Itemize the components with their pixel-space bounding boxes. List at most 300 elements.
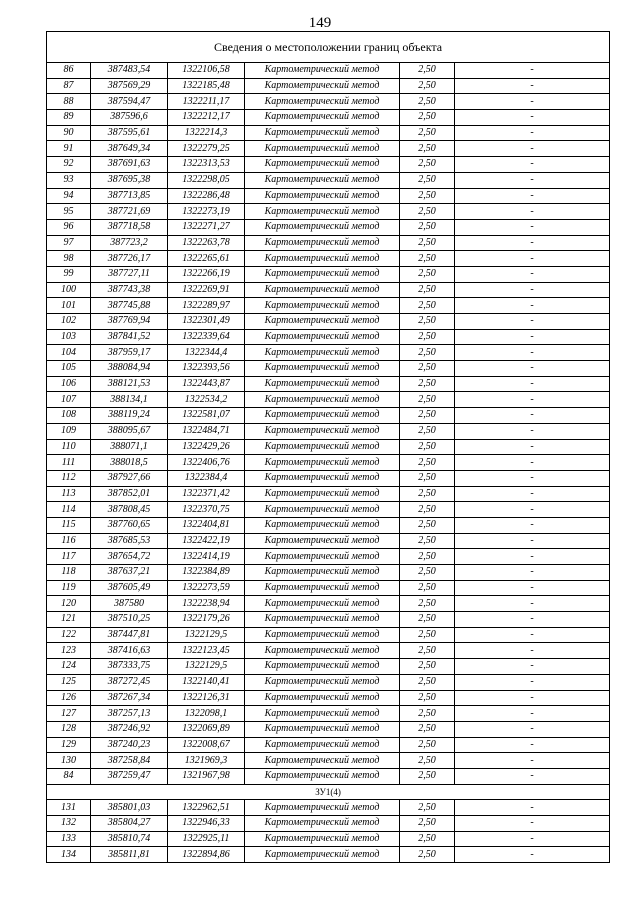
accuracy-cell: 2,50: [400, 737, 455, 753]
accuracy-cell: 2,50: [400, 376, 455, 392]
description-cell: -: [455, 94, 610, 110]
accuracy-cell: 2,50: [400, 706, 455, 722]
y-coordinate-cell: 1322129,5: [168, 627, 245, 643]
x-coordinate-cell: 388018,5: [91, 455, 168, 471]
x-coordinate-cell: 387596,6: [91, 110, 168, 126]
x-coordinate-cell: 385810,74: [91, 831, 168, 847]
x-coordinate-cell: 387769,94: [91, 314, 168, 330]
x-coordinate-cell: 387258,84: [91, 753, 168, 769]
method-cell: Картометрический метод: [245, 423, 400, 439]
table-title-row: [47, 32, 610, 63]
table-row: [47, 831, 610, 847]
method-cell: Картометрический метод: [245, 690, 400, 706]
table-row: [47, 251, 610, 267]
table-row: [47, 643, 610, 659]
point-number-cell: 127: [47, 706, 91, 722]
accuracy-cell: 2,50: [400, 580, 455, 596]
method-cell: Картометрический метод: [245, 721, 400, 737]
description-cell: -: [455, 63, 610, 79]
y-coordinate-cell: 1322238,94: [168, 596, 245, 612]
y-coordinate-cell: 1322289,97: [168, 298, 245, 314]
point-number-cell: 111: [47, 455, 91, 471]
x-coordinate-cell: 387713,85: [91, 188, 168, 204]
description-cell: -: [455, 439, 610, 455]
description-cell: -: [455, 768, 610, 784]
accuracy-cell: 2,50: [400, 517, 455, 533]
method-cell: Картометрический метод: [245, 533, 400, 549]
method-cell: Картометрический метод: [245, 188, 400, 204]
accuracy-cell: 2,50: [400, 643, 455, 659]
y-coordinate-cell: 1322129,5: [168, 659, 245, 675]
point-number-cell: 110: [47, 439, 91, 455]
description-cell: -: [455, 659, 610, 675]
point-number-cell: 87: [47, 78, 91, 94]
description-cell: -: [455, 172, 610, 188]
y-coordinate-cell: 1322406,76: [168, 455, 245, 471]
method-cell: Картометрический метод: [245, 580, 400, 596]
description-cell: -: [455, 706, 610, 722]
table-row: [47, 94, 610, 110]
x-coordinate-cell: 385811,81: [91, 847, 168, 863]
table-row: [47, 376, 610, 392]
table-row: [47, 706, 610, 722]
y-coordinate-cell: 1322581,07: [168, 408, 245, 424]
y-coordinate-cell: 1322265,61: [168, 251, 245, 267]
accuracy-cell: 2,50: [400, 847, 455, 863]
point-number-cell: 130: [47, 753, 91, 769]
x-coordinate-cell: 387745,88: [91, 298, 168, 314]
point-number-cell: 131: [47, 800, 91, 816]
table-row: [47, 408, 610, 424]
method-cell: Картометрический метод: [245, 314, 400, 330]
point-number-cell: 126: [47, 690, 91, 706]
x-coordinate-cell: 388095,67: [91, 423, 168, 439]
accuracy-cell: 2,50: [400, 314, 455, 330]
point-number-cell: 128: [47, 721, 91, 737]
x-coordinate-cell: 387510,25: [91, 612, 168, 628]
section-row: [47, 784, 610, 800]
table-row: [47, 690, 610, 706]
x-coordinate-cell: 387267,34: [91, 690, 168, 706]
description-cell: -: [455, 737, 610, 753]
table-row: [47, 141, 610, 157]
point-number-cell: 103: [47, 329, 91, 345]
point-number-cell: 99: [47, 266, 91, 282]
y-coordinate-cell: 1322429,26: [168, 439, 245, 455]
y-coordinate-cell: 1322301,49: [168, 314, 245, 330]
description-cell: -: [455, 596, 610, 612]
description-cell: -: [455, 408, 610, 424]
description-cell: -: [455, 800, 610, 816]
y-coordinate-cell: 1322414,19: [168, 549, 245, 565]
accuracy-cell: 2,50: [400, 486, 455, 502]
y-coordinate-cell: 1322384,89: [168, 565, 245, 581]
y-coordinate-cell: 1322286,48: [168, 188, 245, 204]
table-row: [47, 612, 610, 628]
description-cell: -: [455, 816, 610, 832]
accuracy-cell: 2,50: [400, 659, 455, 675]
method-cell: Картометрический метод: [245, 674, 400, 690]
x-coordinate-cell: 387726,17: [91, 251, 168, 267]
table-row: [47, 533, 610, 549]
y-coordinate-cell: 1321967,98: [168, 768, 245, 784]
method-cell: Картометрический метод: [245, 486, 400, 502]
table-row: [47, 580, 610, 596]
method-cell: Картометрический метод: [245, 549, 400, 565]
x-coordinate-cell: 387723,2: [91, 235, 168, 251]
y-coordinate-cell: 1322404,81: [168, 517, 245, 533]
y-coordinate-cell: 1322123,45: [168, 643, 245, 659]
description-cell: -: [455, 831, 610, 847]
method-cell: Картометрический метод: [245, 612, 400, 628]
point-number-cell: 113: [47, 486, 91, 502]
description-cell: -: [455, 486, 610, 502]
method-cell: Картометрический метод: [245, 831, 400, 847]
point-number-cell: 115: [47, 517, 91, 533]
accuracy-cell: 2,50: [400, 361, 455, 377]
accuracy-cell: 2,50: [400, 298, 455, 314]
point-number-cell: 106: [47, 376, 91, 392]
table-row: [47, 78, 610, 94]
description-cell: -: [455, 580, 610, 596]
description-cell: -: [455, 282, 610, 298]
table-row: [47, 502, 610, 518]
y-coordinate-cell: 1322106,58: [168, 63, 245, 79]
x-coordinate-cell: 387743,38: [91, 282, 168, 298]
point-number-cell: 92: [47, 157, 91, 173]
accuracy-cell: 2,50: [400, 768, 455, 784]
point-number-cell: 96: [47, 219, 91, 235]
x-coordinate-cell: 387416,63: [91, 643, 168, 659]
method-cell: Картометрический метод: [245, 345, 400, 361]
accuracy-cell: 2,50: [400, 423, 455, 439]
table-row: [47, 659, 610, 675]
accuracy-cell: 2,50: [400, 110, 455, 126]
table-row: [47, 282, 610, 298]
description-cell: -: [455, 298, 610, 314]
y-coordinate-cell: 1322273,59: [168, 580, 245, 596]
point-number-cell: 124: [47, 659, 91, 675]
description-cell: -: [455, 470, 610, 486]
table-row: [47, 172, 610, 188]
x-coordinate-cell: 388119,24: [91, 408, 168, 424]
x-coordinate-cell: 385804,27: [91, 816, 168, 832]
description-cell: -: [455, 219, 610, 235]
description-cell: -: [455, 345, 610, 361]
accuracy-cell: 2,50: [400, 800, 455, 816]
accuracy-cell: 2,50: [400, 204, 455, 220]
boundary-table-container: [46, 31, 609, 863]
point-number-cell: 123: [47, 643, 91, 659]
point-number-cell: 122: [47, 627, 91, 643]
point-number-cell: 102: [47, 314, 91, 330]
description-cell: -: [455, 847, 610, 863]
y-coordinate-cell: 1322271,27: [168, 219, 245, 235]
description-cell: -: [455, 361, 610, 377]
method-cell: Картометрический метод: [245, 596, 400, 612]
point-number-cell: 134: [47, 847, 91, 863]
table-row: [47, 63, 610, 79]
method-cell: Картометрический метод: [245, 659, 400, 675]
point-number-cell: 94: [47, 188, 91, 204]
point-number-cell: 120: [47, 596, 91, 612]
table-row: [47, 314, 610, 330]
point-number-cell: 133: [47, 831, 91, 847]
table-row: [47, 219, 610, 235]
x-coordinate-cell: 387760,65: [91, 517, 168, 533]
table-row: [47, 596, 610, 612]
table-row: [47, 266, 610, 282]
point-number-cell: 121: [47, 612, 91, 628]
y-coordinate-cell: 1321969,3: [168, 753, 245, 769]
y-coordinate-cell: 1322384,4: [168, 470, 245, 486]
accuracy-cell: 2,50: [400, 266, 455, 282]
table-row: [47, 627, 610, 643]
point-number-cell: 112: [47, 470, 91, 486]
accuracy-cell: 2,50: [400, 831, 455, 847]
table-row: [47, 455, 610, 471]
y-coordinate-cell: 1322313,53: [168, 157, 245, 173]
y-coordinate-cell: 1322422,19: [168, 533, 245, 549]
accuracy-cell: 2,50: [400, 455, 455, 471]
x-coordinate-cell: 387272,45: [91, 674, 168, 690]
method-cell: Картометрический метод: [245, 470, 400, 486]
point-number-cell: 97: [47, 235, 91, 251]
accuracy-cell: 2,50: [400, 627, 455, 643]
y-coordinate-cell: 1322279,25: [168, 141, 245, 157]
x-coordinate-cell: 388121,53: [91, 376, 168, 392]
point-number-cell: 86: [47, 63, 91, 79]
description-cell: -: [455, 235, 610, 251]
description-cell: -: [455, 329, 610, 345]
section-label: ЗУ1(4): [47, 784, 610, 800]
point-number-cell: 118: [47, 565, 91, 581]
point-number-cell: 117: [47, 549, 91, 565]
boundary-table-body: [47, 32, 610, 863]
point-number-cell: 119: [47, 580, 91, 596]
y-coordinate-cell: 1322179,26: [168, 612, 245, 628]
x-coordinate-cell: 387721,69: [91, 204, 168, 220]
method-cell: Картометрический метод: [245, 502, 400, 518]
y-coordinate-cell: 1322298,05: [168, 172, 245, 188]
x-coordinate-cell: 387595,61: [91, 125, 168, 141]
table-row: [47, 737, 610, 753]
accuracy-cell: 2,50: [400, 219, 455, 235]
table-row: [47, 816, 610, 832]
x-coordinate-cell: 387605,49: [91, 580, 168, 596]
accuracy-cell: 2,50: [400, 235, 455, 251]
method-cell: Картометрический метод: [245, 565, 400, 581]
description-cell: -: [455, 125, 610, 141]
method-cell: Картометрический метод: [245, 125, 400, 141]
accuracy-cell: 2,50: [400, 502, 455, 518]
accuracy-cell: 2,50: [400, 188, 455, 204]
accuracy-cell: 2,50: [400, 549, 455, 565]
y-coordinate-cell: 1322269,91: [168, 282, 245, 298]
x-coordinate-cell: 387259,47: [91, 768, 168, 784]
x-coordinate-cell: 387808,45: [91, 502, 168, 518]
table-row: [47, 361, 610, 377]
method-cell: Картометрический метод: [245, 266, 400, 282]
point-number-cell: 93: [47, 172, 91, 188]
point-number-cell: 91: [47, 141, 91, 157]
y-coordinate-cell: 1322344,4: [168, 345, 245, 361]
point-number-cell: 90: [47, 125, 91, 141]
point-number-cell: 125: [47, 674, 91, 690]
y-coordinate-cell: 1322185,48: [168, 78, 245, 94]
method-cell: Картометрический метод: [245, 329, 400, 345]
table-row: [47, 470, 610, 486]
description-cell: -: [455, 157, 610, 173]
accuracy-cell: 2,50: [400, 816, 455, 832]
x-coordinate-cell: 387695,38: [91, 172, 168, 188]
x-coordinate-cell: 387447,81: [91, 627, 168, 643]
y-coordinate-cell: 1322140,41: [168, 674, 245, 690]
method-cell: Картометрический метод: [245, 282, 400, 298]
description-cell: -: [455, 502, 610, 518]
method-cell: Картометрический метод: [245, 517, 400, 533]
x-coordinate-cell: 387852,01: [91, 486, 168, 502]
accuracy-cell: 2,50: [400, 141, 455, 157]
point-number-cell: 98: [47, 251, 91, 267]
accuracy-cell: 2,50: [400, 721, 455, 737]
point-number-cell: 100: [47, 282, 91, 298]
point-number-cell: 88: [47, 94, 91, 110]
description-cell: -: [455, 455, 610, 471]
point-number-cell: 101: [47, 298, 91, 314]
x-coordinate-cell: 387959,17: [91, 345, 168, 361]
table-row: [47, 235, 610, 251]
method-cell: Картометрический метод: [245, 643, 400, 659]
x-coordinate-cell: 387240,23: [91, 737, 168, 753]
method-cell: Картометрический метод: [245, 157, 400, 173]
accuracy-cell: 2,50: [400, 533, 455, 549]
y-coordinate-cell: 1322339,64: [168, 329, 245, 345]
y-coordinate-cell: 1322925,11: [168, 831, 245, 847]
point-number-cell: 105: [47, 361, 91, 377]
table-row: [47, 847, 610, 863]
method-cell: Картометрический метод: [245, 110, 400, 126]
accuracy-cell: 2,50: [400, 345, 455, 361]
description-cell: -: [455, 251, 610, 267]
method-cell: Картометрический метод: [245, 847, 400, 863]
accuracy-cell: 2,50: [400, 439, 455, 455]
boundary-table: [46, 31, 610, 863]
description-cell: -: [455, 549, 610, 565]
y-coordinate-cell: 1322273,19: [168, 204, 245, 220]
x-coordinate-cell: 387594,47: [91, 94, 168, 110]
description-cell: -: [455, 533, 610, 549]
accuracy-cell: 2,50: [400, 596, 455, 612]
table-row: [47, 486, 610, 502]
description-cell: -: [455, 204, 610, 220]
y-coordinate-cell: 1322534,2: [168, 392, 245, 408]
method-cell: Картометрический метод: [245, 172, 400, 188]
table-row: [47, 549, 610, 565]
method-cell: Картометрический метод: [245, 768, 400, 784]
accuracy-cell: 2,50: [400, 94, 455, 110]
method-cell: Картометрический метод: [245, 706, 400, 722]
accuracy-cell: 2,50: [400, 674, 455, 690]
description-cell: -: [455, 627, 610, 643]
method-cell: Картометрический метод: [245, 251, 400, 267]
method-cell: Картометрический метод: [245, 816, 400, 832]
point-number-cell: 129: [47, 737, 91, 753]
point-number-cell: 84: [47, 768, 91, 784]
method-cell: Картометрический метод: [245, 455, 400, 471]
table-row: [47, 753, 610, 769]
y-coordinate-cell: 1322069,89: [168, 721, 245, 737]
point-number-cell: 109: [47, 423, 91, 439]
description-cell: -: [455, 423, 610, 439]
description-cell: -: [455, 314, 610, 330]
table-row: [47, 157, 610, 173]
point-number-cell: 95: [47, 204, 91, 220]
table-row: [47, 565, 610, 581]
point-number-cell: 132: [47, 816, 91, 832]
table-row: [47, 110, 610, 126]
method-cell: Картометрический метод: [245, 78, 400, 94]
y-coordinate-cell: 1322443,87: [168, 376, 245, 392]
x-coordinate-cell: 387333,75: [91, 659, 168, 675]
accuracy-cell: 2,50: [400, 125, 455, 141]
method-cell: Картометрический метод: [245, 204, 400, 220]
table-row: [47, 125, 610, 141]
x-coordinate-cell: 387927,66: [91, 470, 168, 486]
page-number: 149: [308, 15, 332, 31]
accuracy-cell: 2,50: [400, 690, 455, 706]
method-cell: Картометрический метод: [245, 219, 400, 235]
accuracy-cell: 2,50: [400, 329, 455, 345]
y-coordinate-cell: 1322894,86: [168, 847, 245, 863]
table-row: [47, 439, 610, 455]
description-cell: -: [455, 674, 610, 690]
y-coordinate-cell: 1322266,19: [168, 266, 245, 282]
y-coordinate-cell: 1322098,1: [168, 706, 245, 722]
description-cell: -: [455, 643, 610, 659]
table-row: [47, 298, 610, 314]
description-cell: -: [455, 188, 610, 204]
x-coordinate-cell: 387727,11: [91, 266, 168, 282]
description-cell: -: [455, 753, 610, 769]
method-cell: Картометрический метод: [245, 63, 400, 79]
x-coordinate-cell: 385801,03: [91, 800, 168, 816]
description-cell: -: [455, 141, 610, 157]
point-number-cell: 114: [47, 502, 91, 518]
y-coordinate-cell: 1322212,17: [168, 110, 245, 126]
accuracy-cell: 2,50: [400, 78, 455, 94]
x-coordinate-cell: 387257,13: [91, 706, 168, 722]
method-cell: Картометрический метод: [245, 408, 400, 424]
accuracy-cell: 2,50: [400, 157, 455, 173]
description-cell: -: [455, 721, 610, 737]
description-cell: -: [455, 612, 610, 628]
method-cell: Картометрический метод: [245, 392, 400, 408]
x-coordinate-cell: 387691,63: [91, 157, 168, 173]
table-row: [47, 800, 610, 816]
method-cell: Картометрический метод: [245, 361, 400, 377]
accuracy-cell: 2,50: [400, 408, 455, 424]
accuracy-cell: 2,50: [400, 392, 455, 408]
description-cell: -: [455, 690, 610, 706]
y-coordinate-cell: 1322008,67: [168, 737, 245, 753]
x-coordinate-cell: 388071,1: [91, 439, 168, 455]
table-row: [47, 188, 610, 204]
point-number-cell: 104: [47, 345, 91, 361]
method-cell: Картометрический метод: [245, 298, 400, 314]
description-cell: -: [455, 110, 610, 126]
x-coordinate-cell: 387841,52: [91, 329, 168, 345]
